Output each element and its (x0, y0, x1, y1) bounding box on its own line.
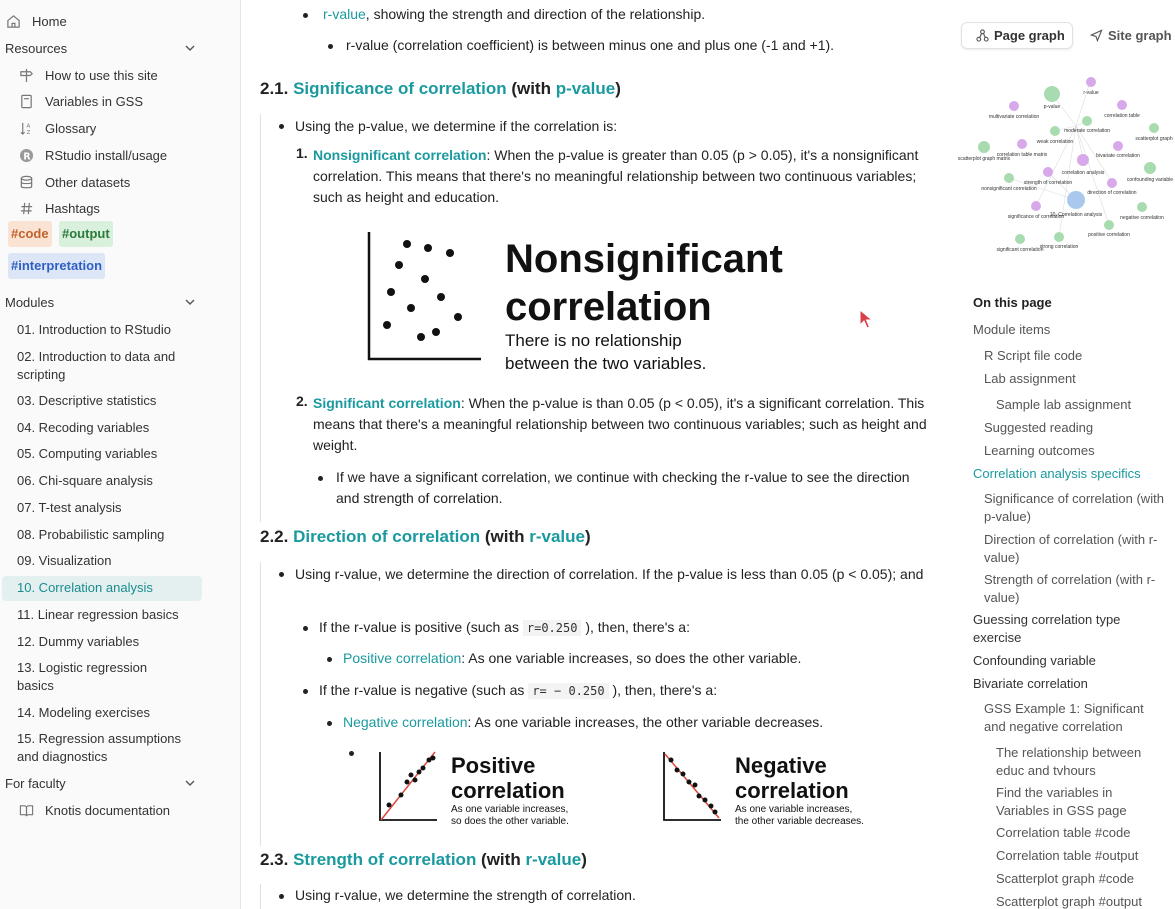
text: If the r-value is positive (such as (319, 619, 523, 635)
graph-label: correlation analysis (1061, 170, 1105, 176)
right-panel (950, 0, 1175, 909)
open-book-icon (18, 802, 34, 818)
toc-item[interactable]: Correlation analysis specifics (973, 466, 1141, 481)
sort-az-icon (18, 120, 34, 136)
bullet (327, 657, 332, 662)
graph-node (1107, 178, 1117, 188)
image-title: correlation (505, 285, 712, 329)
mouse-cursor-icon (859, 309, 873, 329)
tab-site-graph[interactable] (1090, 22, 1172, 49)
graph-label: bivariate correlation (1096, 153, 1140, 159)
sidebar-section-faculty[interactable] (5, 773, 195, 793)
graph-label: strength of correlation (1023, 180, 1073, 186)
section-rule (260, 114, 261, 522)
graph-label: significant correlation (996, 247, 1044, 253)
image-title: Nonsignificant (505, 237, 783, 281)
bullet (303, 626, 308, 631)
sidebar-item-label: Other datasets (45, 174, 131, 190)
graph-label: direction of correlation (1087, 190, 1137, 196)
graph-label: correlation table (1104, 113, 1140, 119)
graph-label: scatterplot graph matrix (957, 156, 1011, 162)
section-label: Resources (5, 40, 68, 56)
graph-node (1137, 202, 1147, 212)
graph-node (1149, 123, 1159, 133)
graph-label: p-value (1043, 104, 1061, 110)
graph-label: scatterplot graph (1135, 136, 1173, 142)
text: , showing the strength and direction of the relationship. (365, 6, 706, 22)
text: ), then, there's a: (581, 619, 690, 635)
module-link[interactable]: 13. Logistic regression basics (17, 660, 148, 693)
inline-code: r= − 0.250 (528, 683, 608, 699)
graph-node (1054, 232, 1064, 242)
image-title: correlation (451, 778, 565, 803)
on-this-page-heading: On this page (973, 295, 1052, 310)
sidebar-item-knotis-docs[interactable] (18, 800, 170, 820)
bullet-text: Using r-value, we determine the strength of correlation. (295, 887, 636, 903)
list-item-text (313, 145, 933, 208)
bullet (303, 689, 308, 694)
module-link[interactable]: 06. Chi-square analysis (17, 473, 153, 488)
image-title: Negative (735, 753, 827, 778)
graph-node (1031, 201, 1041, 211)
sub-bullet-text: r-value (correlation coefficient) is between minus one and plus one (-1 and +1). (346, 37, 835, 53)
bullet-text (343, 648, 801, 669)
svg-text:R: R (22, 150, 31, 162)
nonsignificant-correlation-link[interactable]: Nonsignificant correlation (313, 147, 487, 163)
graph-node (1086, 77, 1096, 87)
positive-correlation-image (377, 750, 577, 826)
section-heading-2-1 (260, 78, 621, 100)
sidebar-item-variables-gss[interactable] (18, 91, 143, 111)
significant-correlation-link[interactable]: Significant correlation (313, 395, 461, 411)
graph-node (1113, 141, 1123, 151)
bullet (349, 751, 354, 756)
section-rule (260, 562, 261, 846)
toc-item[interactable]: Guessing correlation type exercise (973, 612, 1121, 645)
sidebar-item-other-datasets[interactable] (18, 172, 130, 192)
text: : When the p-value is than 0.05 (p < 0.05), it's a significant correlation. This means that there's a meaningful relationship between two continuous variables; such as height and weight. (313, 395, 927, 453)
graph-label: significance of correlation (1007, 214, 1065, 220)
svg-text:Z: Z (26, 129, 30, 136)
bullet (279, 572, 284, 577)
graph-label: confounding variable (1126, 177, 1174, 183)
graph-node (1077, 154, 1089, 166)
sidebar-item-label: Home (32, 13, 67, 29)
sidebar-item-label: How to use this site (45, 67, 158, 83)
section-label: Modules (5, 294, 55, 310)
toc-item[interactable]: Module items (973, 322, 1051, 337)
module-link[interactable]: 07. T-test analysis (17, 500, 122, 515)
sidebar-item-rstudio[interactable] (18, 145, 167, 165)
heading-number: 2.2. (260, 527, 289, 546)
image-caption: There is no relationship (505, 331, 682, 350)
svg-text:A: A (26, 123, 30, 130)
left-sidebar (0, 0, 241, 909)
book-icon (18, 93, 34, 109)
positive-correlation-link[interactable]: Positive correlation (343, 650, 462, 666)
bullet-text: Using r-value, we determine the direction of correlation. If the p-value is less than 0.05 (p < 0.05); and (295, 566, 924, 582)
heading-text: ) (581, 850, 587, 869)
graph-label: r-value (1083, 90, 1099, 96)
graph-node (978, 141, 990, 153)
graph-label: moderate correlation (1064, 128, 1110, 134)
nonsignificant-correlation-image (365, 228, 815, 376)
signpost-icon (18, 67, 34, 83)
graph-label: positive correlation (1088, 232, 1130, 238)
image-caption: between the two variables. (505, 354, 707, 373)
sidebar-item-label: Glossary (45, 120, 97, 136)
heading-text: (with (506, 79, 556, 98)
text: If the r-value is negative (such as (319, 682, 529, 698)
module-link[interactable]: 03. Descriptive statistics (17, 393, 157, 408)
tab-label: Page graph (994, 28, 1065, 43)
chevron-down-icon (185, 297, 195, 307)
bullet (327, 721, 332, 726)
list-number: 1. (296, 145, 308, 161)
module-link-active[interactable]: 10. Correlation analysis (17, 580, 153, 595)
module-link[interactable]: 09. Visualization (17, 553, 112, 568)
sidebar-section-resources[interactable] (5, 38, 195, 58)
bullet-text (319, 680, 717, 702)
toc-item[interactable]: Lab assignment (984, 371, 1076, 386)
module-link[interactable]: 11. Linear regression basics (17, 607, 179, 622)
graph-node (1015, 234, 1025, 244)
graph-node (1043, 167, 1053, 177)
sidebar-section-modules[interactable] (5, 292, 195, 312)
graph-node (1009, 101, 1019, 111)
bullet-text (343, 712, 823, 733)
toc-item[interactable]: Direction of correlation (with r-value) (984, 532, 1158, 565)
bullet (303, 13, 308, 18)
module-link[interactable]: 02. Introduction to data and scripting (17, 349, 176, 382)
negative-correlation-link[interactable]: Negative correlation (343, 714, 468, 730)
page-graph-visualization[interactable] (950, 70, 1175, 260)
graph-node (1017, 139, 1027, 149)
graph-node (1044, 86, 1060, 102)
sidebar-item-how-to-use[interactable] (18, 65, 158, 85)
tag-output[interactable]: #output (59, 221, 113, 247)
image-title: correlation (735, 778, 849, 803)
toc-item[interactable]: Correlation table #code (996, 825, 1131, 840)
graph-icon (976, 29, 989, 42)
bullet (279, 894, 284, 899)
heading-text: ) (615, 79, 621, 98)
heading-link-p-value[interactable]: p-value (555, 79, 616, 98)
sidebar-item-label: Variables in GSS (45, 93, 144, 109)
graph-label: negative correlation (1120, 215, 1164, 221)
graph-node (1117, 100, 1127, 110)
list-item-text (313, 393, 933, 456)
tag-interpretation[interactable]: #interpretation (8, 253, 105, 279)
main-content (241, 0, 950, 909)
sidebar-item-home[interactable] (5, 11, 67, 31)
sidebar-item-label: Hashtags (45, 200, 100, 216)
heading-text: ) (584, 527, 591, 546)
graph-node (1144, 162, 1156, 174)
heading-text: (with (480, 527, 530, 546)
image-caption: the other variable decreases. (735, 816, 864, 826)
graph-node (1082, 116, 1092, 126)
tab-page-graph[interactable] (961, 22, 1073, 49)
toc-item[interactable]: R Script file code (984, 348, 1083, 363)
sidebar-item-label: Knotis documentation (45, 802, 171, 818)
chevron-down-icon (185, 778, 195, 788)
toc-item[interactable]: Confounding variable (973, 653, 1096, 668)
tag-code[interactable]: #code (8, 221, 52, 247)
graph-node (1104, 220, 1114, 230)
module-link[interactable]: 04. Recoding variables (17, 420, 150, 435)
heading-number: 2.1. (260, 79, 289, 98)
graph-label: strong correlation (1039, 244, 1079, 250)
graph-label: weak correlation (1036, 139, 1074, 145)
toc-item[interactable]: GSS Example 1: Significant and negative correlation (984, 701, 1144, 734)
text: : As one variable increases, so does the other variable. (461, 650, 802, 666)
toc-item[interactable]: Learning outcomes (984, 443, 1095, 458)
sidebar-item-glossary[interactable] (18, 118, 96, 138)
text: : As one variable increases, the other variable decreases. (467, 714, 824, 730)
r-logo-icon (18, 147, 34, 163)
image-caption: As one variable increases, (451, 804, 569, 815)
module-link[interactable]: 12. Dummy variables (17, 634, 140, 649)
section-rule (260, 884, 261, 909)
module-link[interactable]: 15. Regression assumptions and diagnostics (17, 731, 182, 764)
bullet (279, 124, 284, 129)
module-link[interactable]: 14. Modeling exercises (17, 705, 150, 720)
toc-item[interactable]: The relationship between educ and tvhours (996, 745, 1142, 778)
send-icon (1090, 29, 1103, 42)
tab-label: Site graph (1108, 28, 1172, 43)
module-link[interactable]: 05. Computing variables (17, 446, 158, 461)
heading-link-r-value[interactable]: r-value (529, 527, 585, 546)
chevron-down-icon (185, 43, 195, 53)
sub-bullet-text: If we have a significant correlation, we continue with checking the r-value to see the direction and strength of correlation. (336, 469, 910, 506)
graph-node (1050, 126, 1060, 136)
text: : When the p-value is greater than 0.05 (p > 0.05), it's a nonsignificant correlation. This means that there's no meaningful relationship between two continuous variables; such as height and education. (313, 147, 919, 205)
bullet (318, 476, 323, 481)
toc-item[interactable]: Scatterplot graph #code (996, 871, 1135, 886)
sidebar-item-hashtags[interactable] (18, 198, 100, 218)
graph-label: nonsignificant correlation (981, 186, 1037, 192)
toc-item[interactable]: Correlation table #output (996, 848, 1139, 863)
graph-label: multivariate correlation (988, 114, 1040, 120)
bullet-text (319, 617, 690, 639)
list-number: 2. (296, 393, 308, 409)
heading-number: 2.3. (260, 850, 289, 869)
graph-node (1004, 173, 1014, 183)
bullet (328, 44, 333, 49)
toc-item[interactable]: Scatterplot graph #output (996, 894, 1142, 909)
graph-label: 10. Correlation analysis (1049, 212, 1103, 218)
bullet-text: Using the p-value, we determine if the correlation is: (295, 118, 618, 134)
database-icon (18, 174, 34, 190)
image-caption: so does the other variable. (451, 816, 569, 826)
image-caption: As one variable increases, (735, 804, 853, 815)
sidebar-item-label: RStudio install/usage (45, 147, 168, 163)
image-title: Positive (451, 753, 536, 778)
inline-code: r=0.250 (523, 620, 582, 636)
heading-link-strength[interactable]: Strength of correlation (293, 850, 477, 869)
graph-node (1067, 191, 1085, 209)
heading-text: (with (476, 850, 526, 869)
toc-item[interactable]: Bivariate correlation (973, 676, 1088, 691)
hash-icon (18, 200, 34, 216)
heading-link-significance[interactable]: Significance of correlation (293, 79, 507, 98)
toc-item[interactable]: Sample lab assignment (996, 397, 1132, 412)
bullet-text (323, 4, 923, 25)
toc-item[interactable]: Significance of correlation (with p-value) (984, 491, 1164, 524)
section-label: For faculty (5, 775, 66, 791)
home-icon (5, 13, 21, 29)
text: ), then, there's a: (608, 682, 718, 698)
heading-link-r-value[interactable]: r-value (525, 850, 582, 869)
negative-correlation-image (661, 750, 866, 826)
toc-item[interactable]: Suggested reading (984, 420, 1094, 435)
section-heading-2-3 (260, 849, 587, 871)
graph-label: correlation table matrix (996, 152, 1048, 158)
module-link[interactable]: 01. Introduction to RStudio (17, 322, 171, 337)
toc-item[interactable]: Strength of correlation (with r-value) (984, 572, 1156, 605)
r-value-link[interactable]: r-value (323, 6, 366, 22)
toc-item[interactable]: Find the variables in Variables in GSS page (996, 785, 1127, 818)
module-link[interactable]: 08. Probabilistic sampling (17, 527, 165, 542)
heading-link-direction[interactable]: Direction of correlation (293, 527, 481, 546)
section-heading-2-2 (260, 526, 591, 548)
